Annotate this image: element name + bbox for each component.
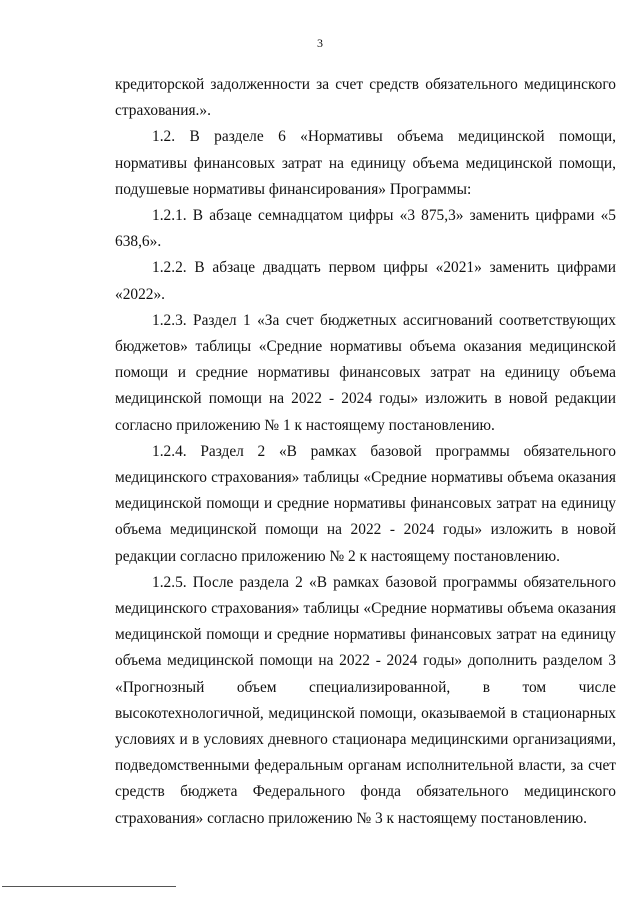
paragraph-1-2-5: 1.2.5. После раздела 2 «В рамках базовой программы обязательного медицинского страхования» таблицы «Средние нормативы объема оказания медицинской помощи и средние нормативы финансовых затрат на единицу объема медицинской помощи на 2022 - 2024 годы» дополнить разделом 3 «Прогнозный объем специализированной, в том числе высокотехнологичной, медицинской помощи, оказываемой в стационарных условиях и в условиях дневного стационара медицинскими организациями, подведомственными федеральным органам исполнительной власти, за счет средств бюджета Федерального фонда обязательного медицинского страхования» согласно приложению № 3 к настоящему постановлению. <box>115 573 616 827</box>
footer-divider <box>2 886 176 887</box>
paragraph-1-2-4: 1.2.4. Раздел 2 «В рамках базовой программы обязательного медицинского страхования» таблицы «Средние нормативы объема оказания медицинской помощи и средние нормативы финансовых затрат на единицу объема медицинской помощи на 2022 - 2024 годы» изложить в новой редакции согласно приложению № 2 к настоящему постановлению. <box>115 442 616 565</box>
paragraph-1-2-2: 1.2.2. В абзаце двадцать первом цифры «2021» заменить цифрами «2022». <box>115 259 616 303</box>
paragraph-1-2: 1.2. В разделе 6 «Нормативы объема медицинской помощи, нормативы финансовых затрат на единицу объема медицинской помощи, подушевые нормативы финансирования» Программы: <box>115 128 616 198</box>
page-number: 3 <box>317 36 323 50</box>
paragraph-1-2-1: 1.2.1. В абзаце семнадцатом цифры «3 875,3» заменить цифрами «5 638,6». <box>115 207 616 251</box>
paragraph-continuation: кредиторской задолженности за счет средств обязательного медицинского страхования.». <box>115 76 616 120</box>
document-body <box>115 72 616 832</box>
paragraph-1-2-3: 1.2.3. Раздел 1 «За счет бюджетных ассигнований соответствующих бюджетов» таблицы «Средние нормативы объема оказания медицинской помощи и средние нормативы финансовых затрат на единицу объема медицинской помощи на 2022 - 2024 годы» изложить в новой редакции согласно приложению № 1 к настоящему постановлению. <box>115 311 616 434</box>
